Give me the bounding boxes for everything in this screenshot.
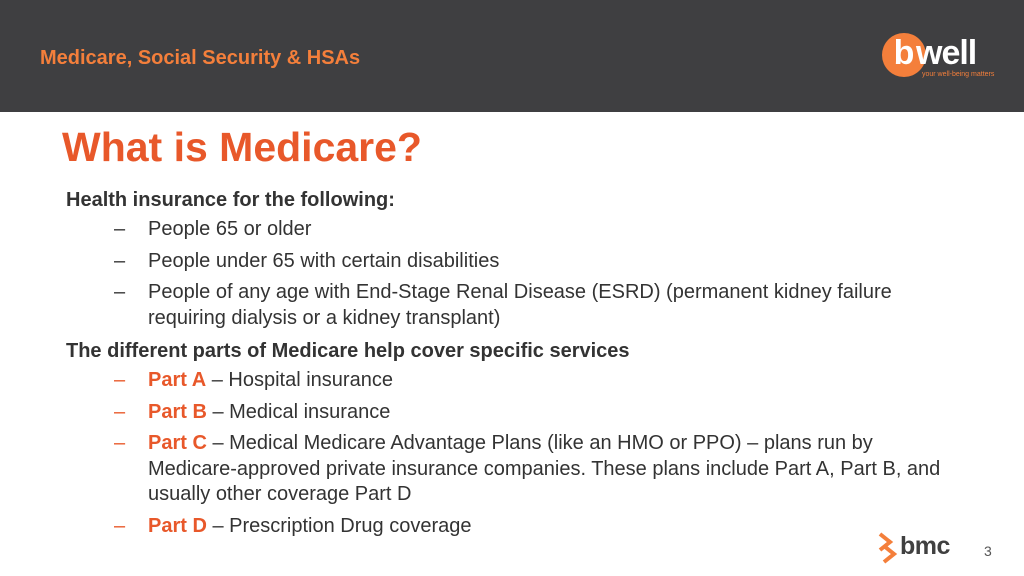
dash-bullet: – <box>114 218 126 240</box>
part-label: Part B <box>148 400 207 423</box>
list-item-part-a <box>66 368 966 394</box>
bwell-logo <box>882 33 995 81</box>
bmc-logo <box>876 531 966 567</box>
bmc-logo-icon <box>876 531 898 565</box>
slide-content <box>66 186 966 545</box>
part-label: Part A <box>148 369 207 391</box>
section-heading-coverage: Health insurance for the following: <box>66 189 395 211</box>
list-item <box>66 217 966 243</box>
section-heading-parts: The different parts of Medicare help cover specific services <box>66 340 630 362</box>
dash-bullet: – <box>114 432 126 454</box>
part-description: – Medical insurance <box>206 400 391 423</box>
list-item-text: People 65 or older <box>148 218 312 240</box>
bwell-logo-tagline: your well-being matters <box>922 71 995 78</box>
list-item-part-b <box>66 400 966 426</box>
list-item <box>66 280 966 331</box>
page-number: 3 <box>984 543 992 559</box>
part-description: – Medical Medicare Advantage Plans (like an HMO or PPO) – plans run by Medicare-approved private insurance companies. These plans include Part A, Part B, and usually other coverage Part D <box>148 432 941 505</box>
dash-bullet: – <box>114 514 126 537</box>
list-item-part-d <box>66 514 966 540</box>
list-item-text: People of any age with End-Stage Renal Disease (ESRD) (permanent kidney failure requiring dialysis or a kidney transplant) <box>148 281 892 329</box>
dash-bullet: – <box>114 369 126 391</box>
header-bar <box>0 0 1024 112</box>
part-label: Part D <box>148 514 207 537</box>
dash-bullet: – <box>114 249 126 272</box>
bmc-logo-text: bmc <box>900 532 950 560</box>
bwell-logo-mark: b <box>882 33 926 77</box>
dash-bullet: – <box>114 400 126 423</box>
bwell-logo-word: well <box>916 34 977 72</box>
list-item-text: People under 65 with certain disabilities <box>148 249 500 272</box>
part-description: – Hospital insurance <box>206 369 393 391</box>
list-item-part-c <box>66 431 966 508</box>
slide-title: What is Medicare? <box>62 124 422 170</box>
dash-bullet: – <box>114 281 126 303</box>
header-title: Medicare, Social Security & HSAs <box>40 47 361 69</box>
list-item <box>66 249 966 275</box>
part-description: – Prescription Drug coverage <box>206 514 472 537</box>
part-label: Part C <box>148 432 207 454</box>
